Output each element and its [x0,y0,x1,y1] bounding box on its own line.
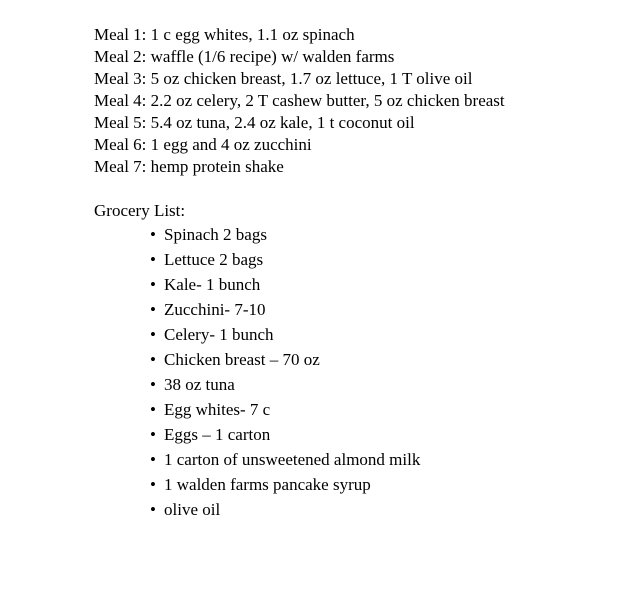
grocery-item-label: Spinach 2 bags [164,225,267,244]
grocery-item [150,272,514,297]
grocery-item-label: Eggs – 1 carton [164,425,271,444]
bullet-icon: • [150,425,156,444]
grocery-item-label: olive oil [164,500,221,519]
grocery-item-label: 1 walden farms pancake syrup [164,475,371,494]
bullet-icon: • [150,275,156,294]
bullet-icon: • [150,300,156,319]
grocery-item-label: Kale- 1 bunch [164,275,261,294]
grocery-item-label: 38 oz tuna [164,375,235,394]
grocery-item [150,422,514,447]
meal-line: Meal 5: 5.4 oz tuna, 2.4 oz kale, 1 t coconut oil [94,113,415,132]
bullet-icon: • [150,325,156,344]
grocery-list [94,222,514,522]
grocery-item [150,472,514,497]
grocery-list-heading: Grocery List: [94,201,186,220]
meal-line: Meal 1: 1 c egg whites, 1.1 oz spinach [94,25,355,44]
bullet-icon: • [150,225,156,244]
meal-line: Meal 7: hemp protein shake [94,157,284,176]
grocery-item [150,497,514,522]
meal-line: Meal 4: 2.2 oz celery, 2 T cashew butter, 5 oz chicken breast [94,91,505,110]
grocery-item-label: 1 carton of unsweetened almond milk [164,450,421,469]
grocery-item [150,447,514,472]
grocery-item-label: Egg whites- 7 c [164,400,271,419]
bullet-icon: • [150,475,156,494]
grocery-item [150,322,514,347]
bullet-icon: • [150,250,156,269]
meal-line: Meal 2: waffle (1/6 recipe) w/ walden farms [94,47,395,66]
grocery-item [150,372,514,397]
meal-line: Meal 6: 1 egg and 4 oz zucchini [94,135,312,154]
grocery-item-label: Chicken breast – 70 oz [164,350,320,369]
bullet-icon: • [150,375,156,394]
document-body [94,24,514,522]
grocery-item [150,247,514,272]
grocery-item [150,297,514,322]
grocery-item-label: Lettuce 2 bags [164,250,264,269]
bullet-icon: • [150,450,156,469]
grocery-item-label: Celery- 1 bunch [164,325,274,344]
grocery-item [150,397,514,422]
meal-plan [94,24,514,178]
bullet-icon: • [150,350,156,369]
grocery-item-label: Zucchini- 7-10 [164,300,266,319]
grocery-item [150,347,514,372]
bullet-icon: • [150,400,156,419]
bullet-icon: • [150,500,156,519]
meal-line: Meal 3: 5 oz chicken breast, 1.7 oz lettuce, 1 T olive oil [94,69,473,88]
grocery-item [150,222,514,247]
